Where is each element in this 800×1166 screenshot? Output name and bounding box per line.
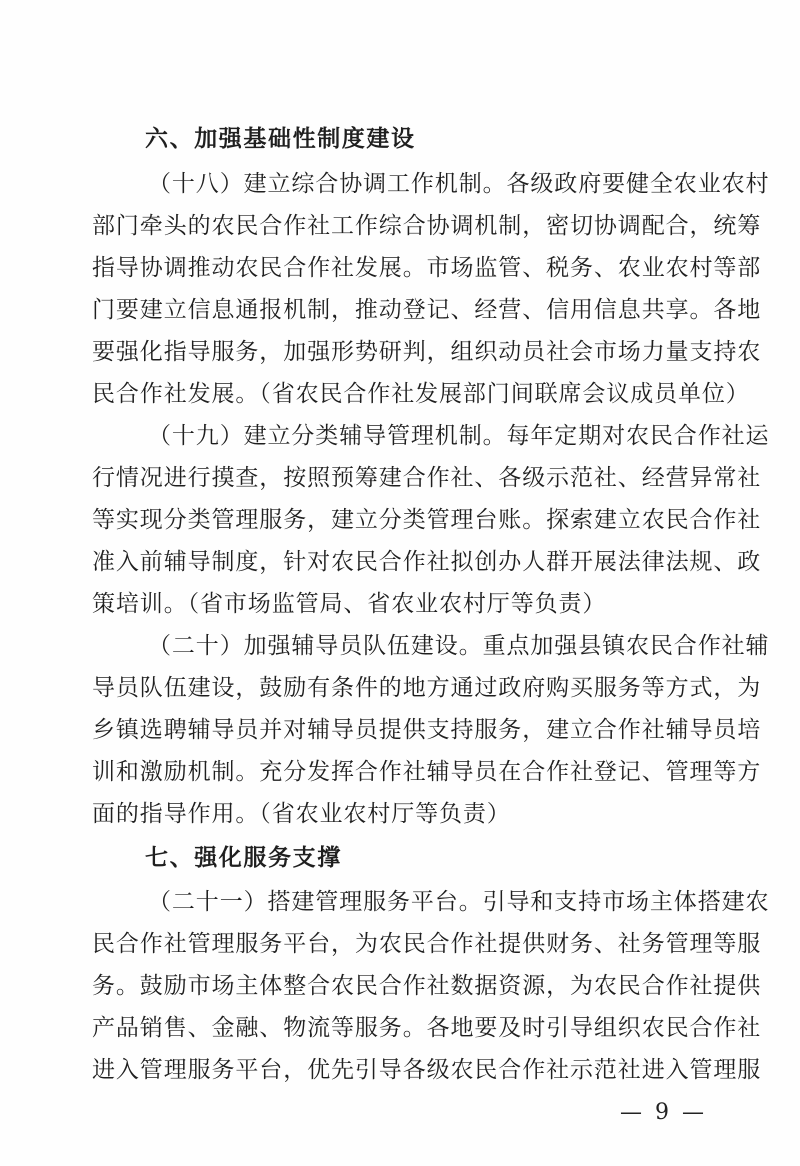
paragraph-21-line-1: （二十一）搭建管理服务平台。引导和支持市场主体搭建农 (148, 889, 770, 915)
section-heading-6: 六、加强基础性制度建设 (145, 126, 416, 152)
paragraph-19-line-3: 等实现分类管理服务，建立分类管理台账。探索建立农民合作社 (92, 507, 762, 533)
paragraph-21-line-3: 务。鼓励市场主体整合农民合作社数据资源，为农民合作社提供 (92, 973, 762, 999)
paragraph-20-line-1: （二十）加强辅导员队伍建设。重点加强县镇农民合作社辅 (148, 633, 770, 659)
section-heading-7: 七、强化服务支撑 (145, 845, 342, 871)
paragraph-20-line-3: 乡镇选聘辅导员并对辅导员提供支持服务，建立合作社辅导员培 (92, 717, 762, 743)
paragraph-18-line-1: （十八）建立综合协调工作机制。各级政府要健全农业农村 (148, 171, 770, 197)
paragraph-19-line-5: 策培训。（省市场监管局、省农业农村厅等负责） (92, 591, 607, 617)
paragraph-21-line-4: 产品销售、金融、物流等服务。各地要及时引导组织农民合作社 (92, 1015, 762, 1041)
paragraph-21-line-2: 民合作社管理服务平台，为农民合作社提供财务、社务管理等服 (92, 931, 762, 957)
paragraph-18-line-5: 要强化指导服务，加强形势研判，组织动员社会市场力量支持农 (92, 339, 762, 365)
paragraph-19-line-4: 准入前辅导制度，针对农民合作社拟创办人群开展法律法规、政 (92, 549, 762, 575)
paragraph-18-line-4: 门要建立信息通报机制，推动登记、经营、信用信息共享。各地 (92, 297, 762, 323)
page-number: — 9 — (620, 1100, 707, 1125)
paragraph-20-line-5: 面的指导作用。（省农业农村厅等负责） (92, 801, 511, 827)
paragraph-20-line-2: 导员队伍建设，鼓励有条件的地方通过政府购买服务等方式，为 (92, 675, 762, 701)
paragraph-21-line-5: 进入管理服务平台，优先引导各级农民合作社示范社进入管理服 (92, 1057, 762, 1083)
paragraph-20-line-4: 训和激励机制。充分发挥合作社辅导员在合作社登记、管理等方 (92, 759, 762, 785)
paragraph-18-line-6: 民合作社发展。（省农民合作社发展部门间联席会议成员单位） (92, 381, 750, 407)
paragraph-19-line-2: 行情况进行摸查，按照预筹建合作社、各级示范社、经营异常社 (92, 465, 762, 491)
paragraph-19-line-1: （十九）建立分类辅导管理机制。每年定期对农民合作社运 (148, 423, 770, 449)
paragraph-18-line-2: 部门牵头的农民合作社工作综合协调机制，密切协调配合，统筹 (92, 213, 762, 239)
paragraph-18-line-3: 指导协调推动农民合作社发展。市场监管、税务、农业农村等部 (92, 255, 762, 281)
